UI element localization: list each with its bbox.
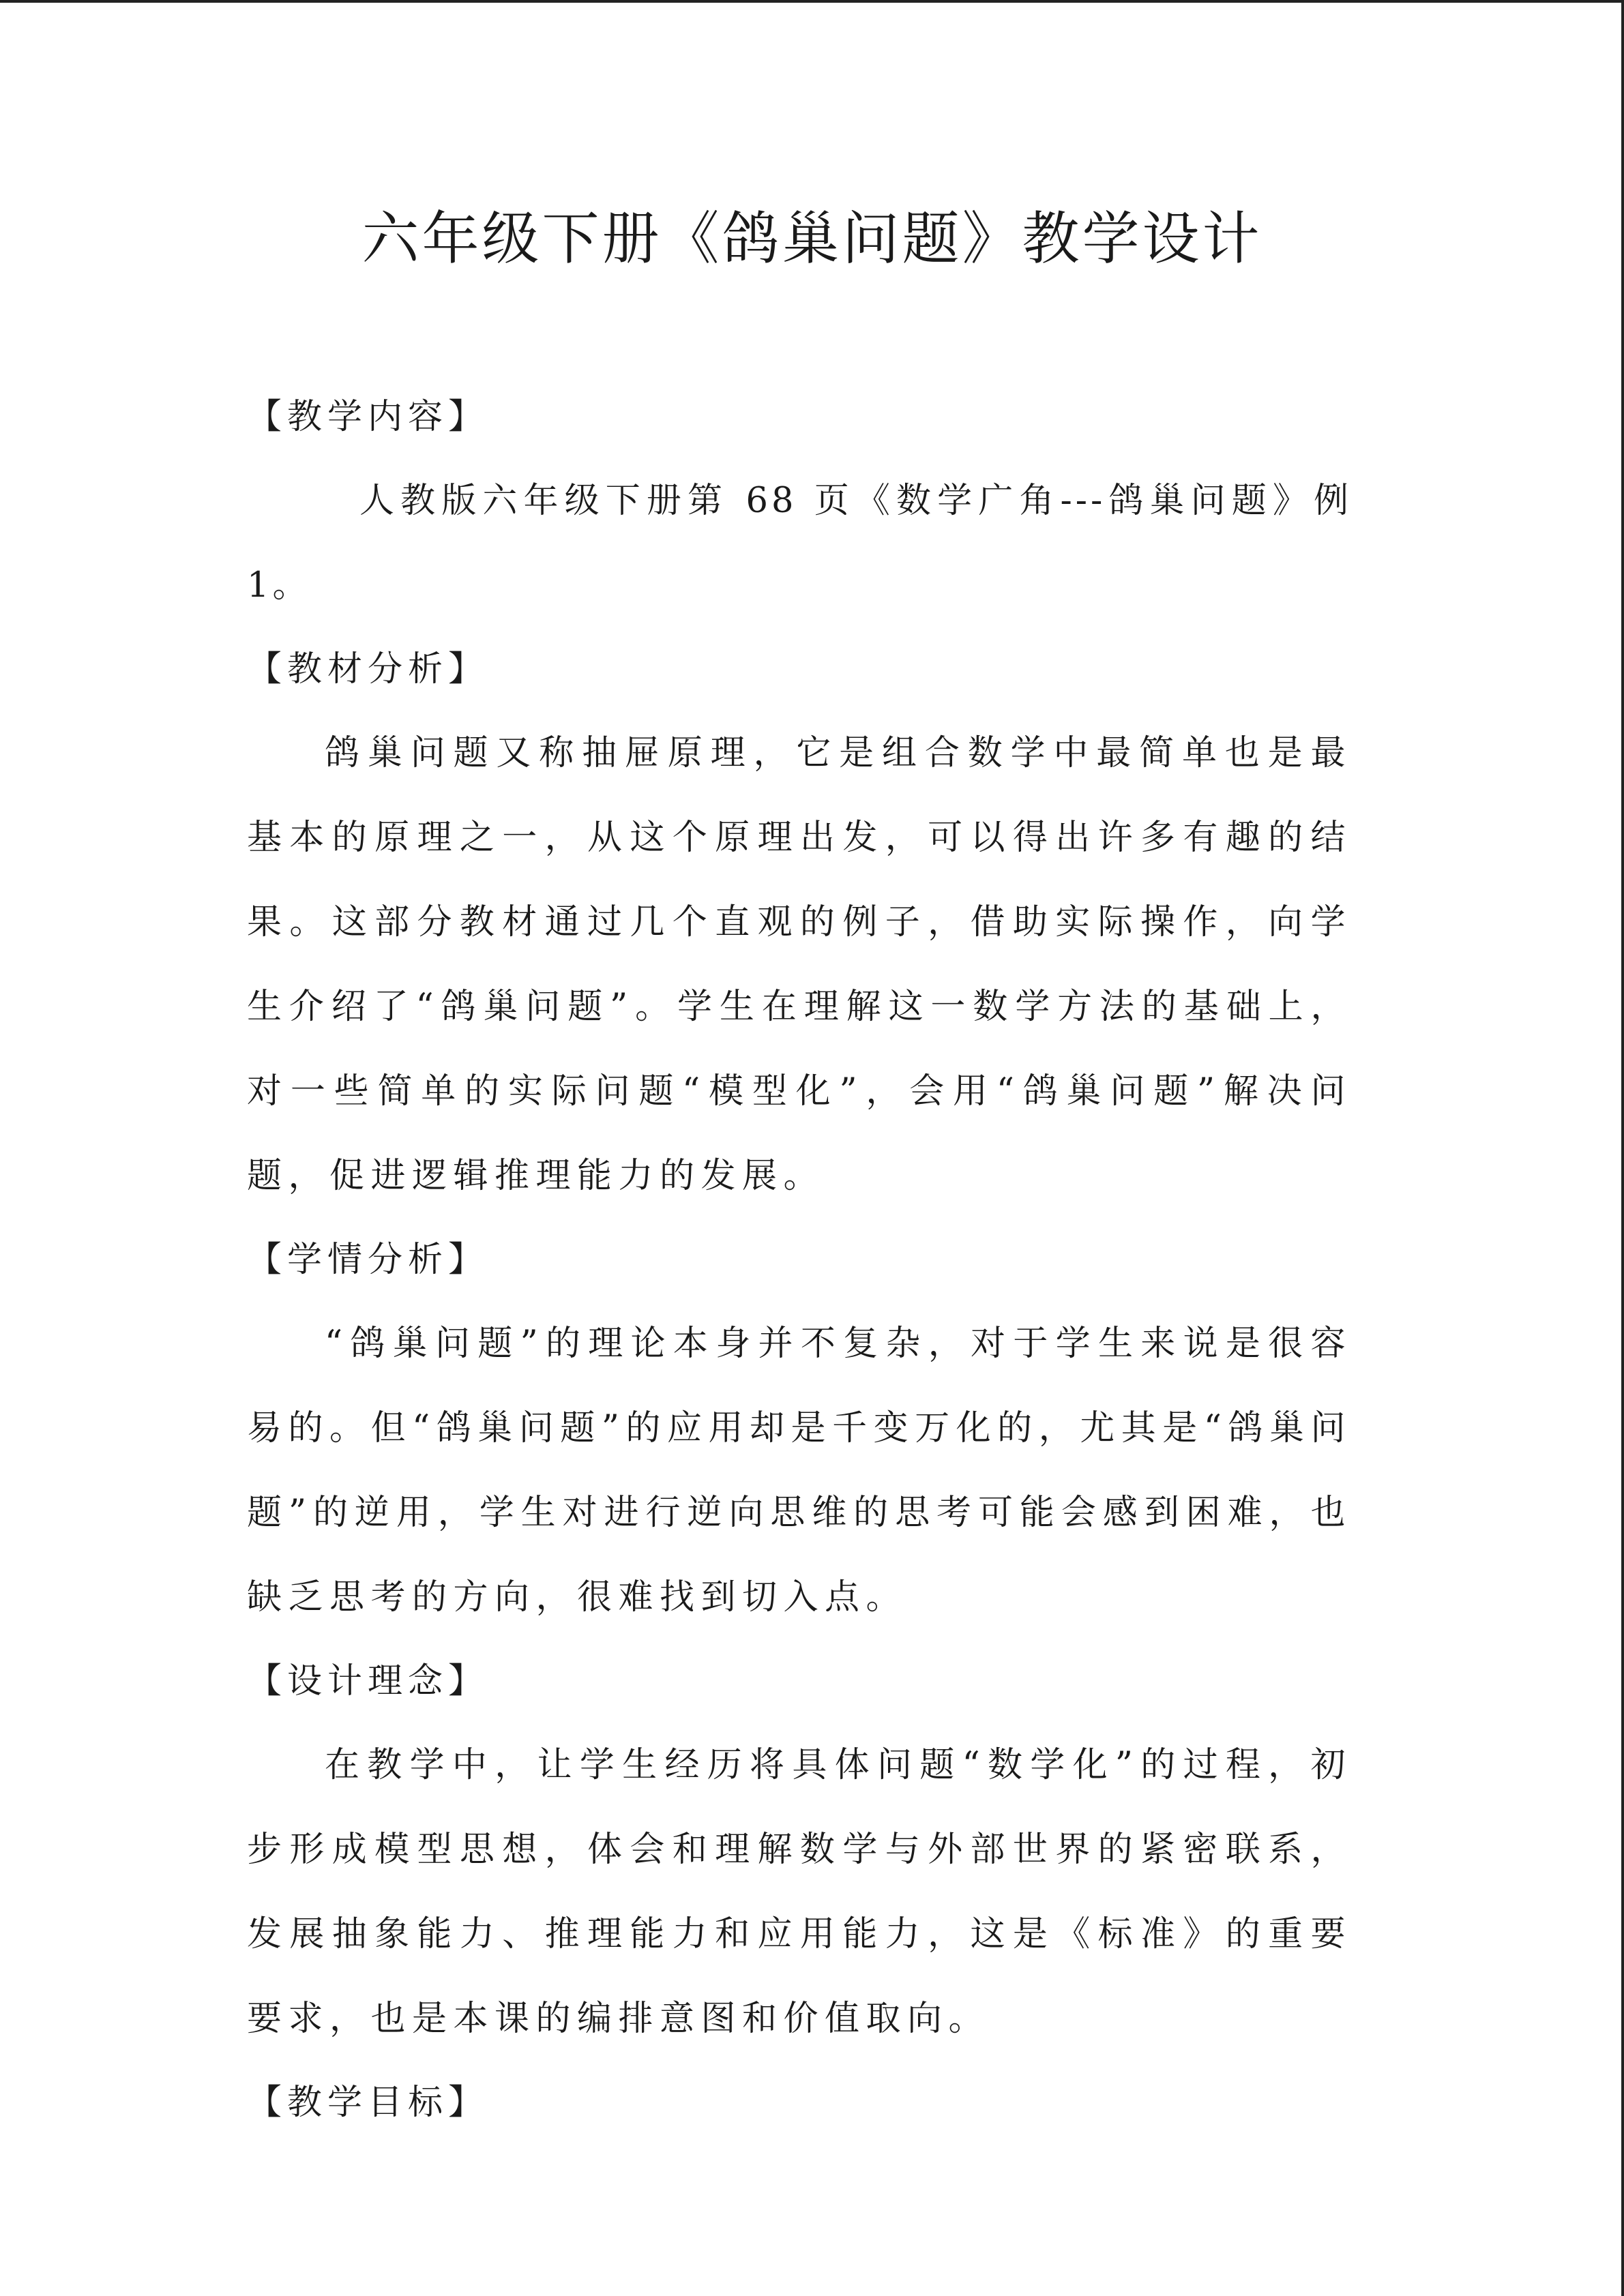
document-body bbox=[247, 376, 1352, 2145]
section-heading: 【教材分析】 bbox=[247, 649, 489, 689]
section-paragraph: 人教版六年级下册第 68 页《数学广角---鸽巢问题》例 1。 bbox=[247, 481, 1352, 606]
section-student-analysis bbox=[247, 1219, 1352, 1640]
section-teaching-goals bbox=[247, 2061, 1352, 2145]
section-heading: 【设计理念】 bbox=[247, 1661, 489, 1701]
section-paragraph: 在教学中，让学生经历将具体问题“数学化”的过程，初步形成模型思想，体会和理解数学与外部世界的紧密联系，发展抽象能力、推理能力和应用能力，这是《标准》的重要要求，也是本课的编排意图和价值取向。 bbox=[247, 1745, 1352, 2039]
section-teaching-content bbox=[247, 376, 1352, 628]
section-paragraph: 鸽巢问题又称抽屉原理，它是组合数学中最简单也是最基本的原理之一，从这个原理出发，可以得出许多有趣的结果。这部分教材通过几个直观的例子，借助实际操作，向学生介绍了“鸽巢问题”。学生在理解这一数学方法的基础上，对一些简单的实际问题“模型化”，会用“鸽巢问题”解决问题，促进逻辑推理能力的发展。 bbox=[247, 733, 1352, 1196]
section-heading: 【教学目标】 bbox=[247, 2083, 489, 2123]
section-design-concept bbox=[247, 1640, 1352, 2061]
document-title: 六年级下册《鸽巢问题》教学设计 bbox=[361, 205, 1263, 272]
section-textbook-analysis bbox=[247, 628, 1352, 1219]
section-paragraph: “鸽巢问题”的理论本身并不复杂，对于学生来说是很容易的。但“鸽巢问题”的应用却是千变万化的，尤其是“鸽巢问题”的逆用，学生对进行逆向思维的思考可能会感到困难，也缺乏思考的方向，很难找到切入点。 bbox=[247, 1324, 1352, 1617]
section-heading: 【教学内容】 bbox=[247, 397, 489, 437]
section-heading: 【学情分析】 bbox=[247, 1240, 489, 1280]
